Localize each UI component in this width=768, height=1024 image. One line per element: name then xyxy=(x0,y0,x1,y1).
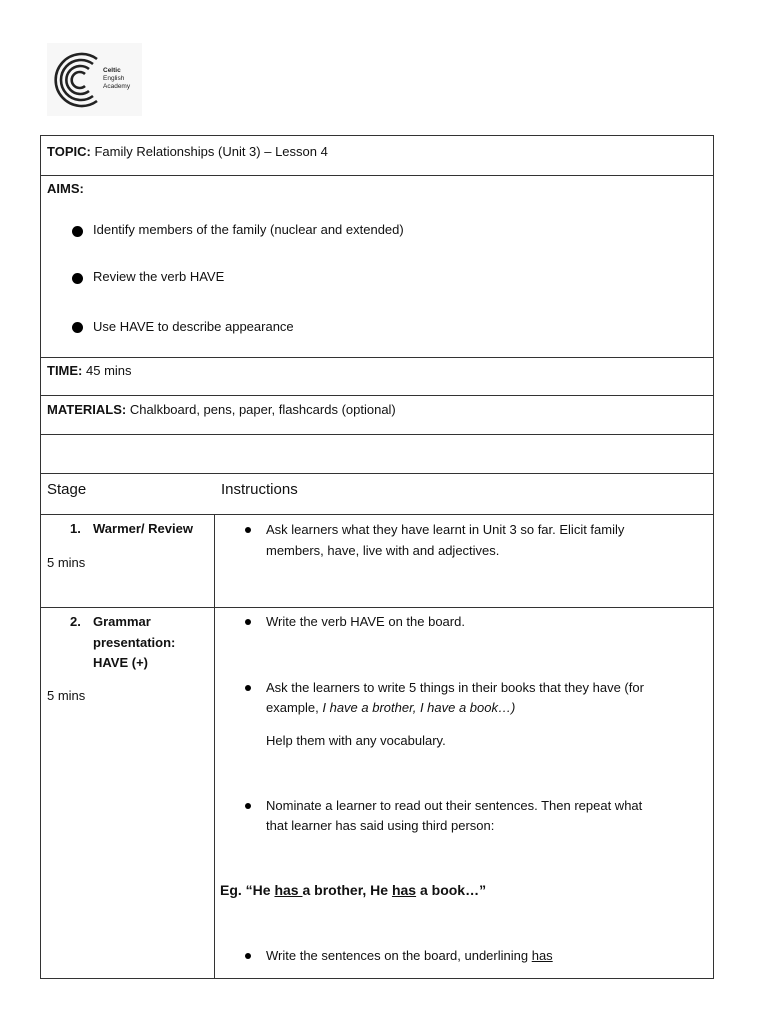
instruction-line: that learner has said using third person: xyxy=(266,818,495,833)
aims-item: Review the verb HAVE xyxy=(93,269,225,284)
instructions-header: Instructions xyxy=(221,481,298,498)
instruction-line: Nominate a learner to read out their sentences. Then repeat what xyxy=(266,798,643,813)
stage-title: Warmer/ Review xyxy=(93,521,193,536)
logo-line-3: Academy xyxy=(103,83,131,90)
instruction-line: members, have, live with and adjectives. xyxy=(266,543,500,558)
instruction-text: example, xyxy=(266,700,323,715)
stage-header: Stage xyxy=(47,481,87,498)
divider xyxy=(41,607,713,608)
logo-text xyxy=(103,67,130,91)
column-divider xyxy=(214,514,215,978)
instruction-line xyxy=(266,698,515,718)
instruction-example: I have a brother, I have a book…) xyxy=(322,700,516,715)
example-part: a book…” xyxy=(416,882,487,898)
divider xyxy=(41,514,713,515)
instruction-line: Ask learners what they have learnt in Unit 3 so far. Elicit family xyxy=(266,522,625,537)
time-row xyxy=(47,361,132,381)
bullet-icon xyxy=(245,527,251,533)
bullet-icon xyxy=(72,322,83,333)
bullet-icon xyxy=(245,685,251,691)
logo-line-2: English xyxy=(103,75,125,82)
stage-title-line: Grammar xyxy=(93,614,151,629)
materials-row xyxy=(47,400,396,420)
topic-value: Family Relationships (Unit 3) – Lesson 4 xyxy=(94,144,328,159)
topic-label: TOPIC: xyxy=(47,144,91,159)
bullet-icon xyxy=(72,273,83,284)
aims-item: Identify members of the family (nuclear and extended) xyxy=(93,222,404,237)
logo-line-1: Celtic xyxy=(103,67,121,74)
stage-duration: 5 mins xyxy=(47,688,86,703)
aims-item: Use HAVE to describe appearance xyxy=(93,319,294,334)
bullet-icon xyxy=(72,226,83,237)
logo xyxy=(47,43,142,116)
bullet-icon xyxy=(245,619,251,625)
stage-title-line: presentation: xyxy=(93,635,176,650)
topic-row xyxy=(47,142,328,162)
example-part: a brother, He xyxy=(302,882,392,898)
stage-number: 1. xyxy=(70,521,81,536)
divider xyxy=(41,175,713,176)
divider xyxy=(41,357,713,358)
instruction-line: Help them with any vocabulary. xyxy=(266,733,446,748)
time-value: 45 mins xyxy=(86,363,132,378)
divider xyxy=(41,395,713,396)
bullet-icon xyxy=(245,953,251,959)
lesson-plan-table xyxy=(40,135,714,979)
aims-label: AIMS: xyxy=(47,181,84,196)
example-part: Eg. “He xyxy=(220,882,275,898)
instruction-underlined: has xyxy=(531,948,553,963)
divider xyxy=(41,473,713,474)
bullet-icon xyxy=(245,803,251,809)
instruction-text: Write the sentences on the board, underlining xyxy=(266,948,532,963)
example-underlined: has xyxy=(274,882,303,898)
stage-number: 2. xyxy=(70,614,81,629)
instruction-line: Write the verb HAVE on the board. xyxy=(266,614,465,629)
materials-label: MATERIALS: xyxy=(47,402,127,417)
example-sentence xyxy=(220,880,486,900)
example-underlined: has xyxy=(391,882,417,898)
instruction-line xyxy=(266,946,553,966)
divider xyxy=(41,434,713,435)
stage-title-line: HAVE (+) xyxy=(93,655,149,670)
stage-duration: 5 mins xyxy=(47,555,86,570)
time-label: TIME: xyxy=(47,363,83,378)
instruction-line: Ask the learners to write 5 things in their books that they have (for xyxy=(266,680,644,695)
celtic-logo-icon xyxy=(53,49,103,111)
materials-value: Chalkboard, pens, paper, flashcards (optional) xyxy=(129,402,396,417)
